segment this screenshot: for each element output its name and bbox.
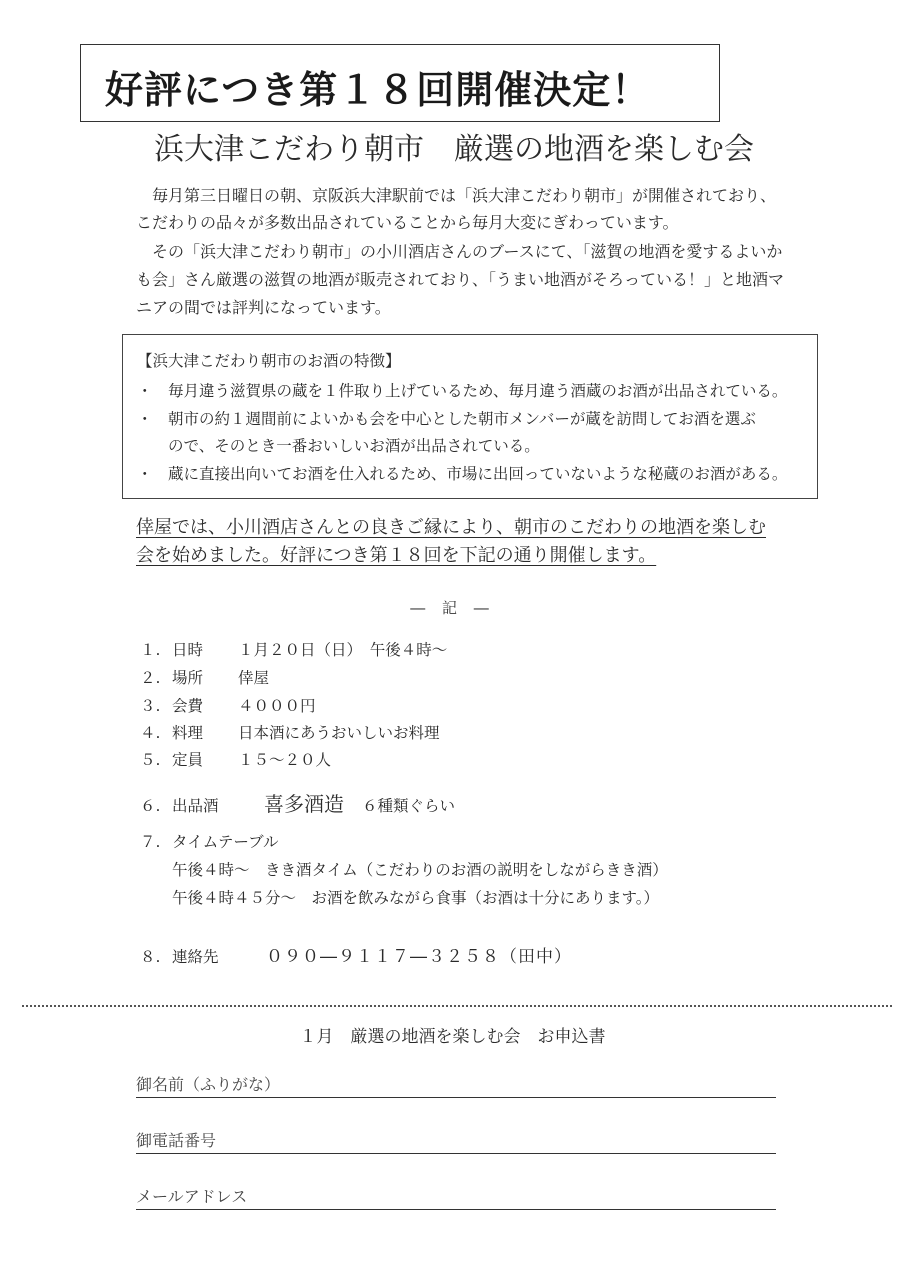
timetable-row: 午後４時～ きき酒タイム（こだわりのお酒の説明をしながらきき酒） (172, 861, 668, 879)
detail-place (140, 666, 269, 688)
feature-item: ・ 毎月違う滋賀県の蔵を１件取り上げているため、毎月違う酒蔵のお酒が出品されている。 (137, 382, 788, 400)
detail-number: ５. (140, 751, 161, 769)
detail-value: 日本酒にあうおいしいお料理 (238, 724, 440, 742)
detail-number: １. (140, 641, 161, 659)
detail-datetime (140, 638, 447, 660)
headline-banner (80, 44, 720, 122)
detail-value: １５～２０人 (238, 751, 332, 769)
intro-line-1: 毎月第三日曜日の朝、京阪浜大津駅前では「浜大津こだわり朝市」が開催されており、 (152, 186, 777, 205)
detail-contact (140, 942, 572, 967)
headline-text: 好評につき第１８回開催決定！ (105, 68, 651, 112)
announcement-line-2: 会を始めました。好評につき第１８回を下記の通り開催します。 (136, 545, 657, 566)
phone-label: 御電話番号 (136, 1131, 217, 1150)
detail-key: 日時 (172, 641, 204, 659)
detail-key: 出品酒 (172, 797, 219, 815)
brewery-name: 喜多酒造 (264, 792, 344, 816)
detail-key: 定員 (172, 751, 204, 769)
detail-value: ６種類ぐらい (362, 797, 456, 815)
feature-item: ので、そのとき一番おいしいお酒が出品されている。 (137, 437, 540, 455)
event-subtitle: 浜大津こだわり朝市 厳選の地酒を楽しむ会 (154, 132, 754, 167)
intro-line-4: も会」さん厳選の滋賀の地酒が販売されており、「うまい地酒がそろっている！」と地酒マ (136, 270, 785, 289)
detail-number: ６. (140, 797, 161, 815)
intro-line-2: こだわりの品々が多数出品されていることから毎月大変にぎわっています。 (136, 213, 679, 232)
intro-line-3: その「浜大津こだわり朝市」の小川酒店さんのブースにて、「滋賀の地酒を愛するよいか (152, 242, 783, 261)
detail-key: 料理 (172, 724, 204, 742)
email-label: メールアドレス (136, 1187, 248, 1206)
email-field[interactable] (136, 1180, 776, 1210)
detail-value: ４０００円 (238, 697, 316, 715)
detail-number: ７. (140, 833, 161, 851)
cut-line (22, 1005, 892, 1007)
name-field[interactable] (136, 1068, 776, 1098)
features-heading: 【浜大津こだわり朝市のお酒の特徴】 (137, 352, 401, 370)
detail-sake (140, 788, 455, 817)
detail-key: タイムテーブル (172, 833, 279, 851)
detail-number: ８. (140, 948, 161, 966)
sake-features-box (122, 334, 818, 499)
name-label: 御名前（ふりがな） (136, 1075, 281, 1094)
detail-key: 場所 (172, 669, 204, 687)
contact-phone: ０９０―９１１７―３２５８（田中） (266, 947, 572, 967)
timetable-row: 午後４時４５分～ お酒を飲みながら食事（お酒は十分にあります。） (172, 889, 660, 907)
phone-field[interactable] (136, 1124, 776, 1154)
detail-food (140, 721, 440, 743)
detail-number: ４. (140, 724, 161, 742)
announcement-line-1: 倖屋では、小川酒店さんとの良きご縁により、朝市のこだわりの地酒を楽しむ (136, 517, 766, 538)
record-mark: ― 記 ― (410, 599, 495, 617)
detail-value: 倖屋 (238, 669, 270, 687)
detail-capacity (140, 748, 331, 770)
detail-number: ３. (140, 697, 161, 715)
feature-item: ・ 蔵に直接出向いてお酒を仕入れるため、市場に出回っていないような秘蔵のお酒がある。 (137, 465, 788, 483)
detail-fee (140, 694, 316, 716)
detail-value: １月２０日（日） 午後４時～ (238, 641, 448, 659)
detail-number: ２. (140, 669, 161, 687)
feature-item: ・ 朝市の約１週間前によいかも会を中心とした朝市メンバーが蔵を訪問してお酒を選ぶ (137, 410, 756, 428)
detail-key: 連絡先 (172, 948, 219, 966)
detail-timetable (140, 830, 279, 852)
intro-line-5: ニアの間では評判になっています。 (136, 298, 391, 317)
application-form-title: １月 厳選の地酒を楽しむ会 お申込書 (299, 1027, 606, 1047)
detail-key: 会費 (172, 697, 204, 715)
